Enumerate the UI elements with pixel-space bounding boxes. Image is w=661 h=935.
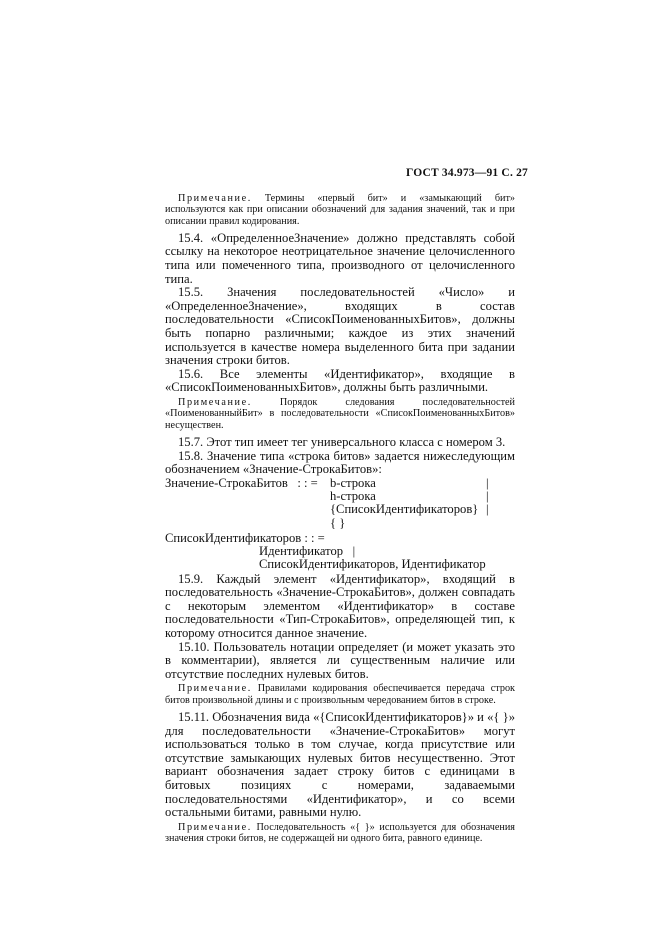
clause-15-5: 15.5. Значения последовательностей «Число» и «ОпределенноеЗначение», входящих в состав последовательности «СписокПоименованныхБитов», должны быть попарно различными; каждое из этих значений используется в качестве номера выделенного бита при задании значения строки битов. — [165, 285, 515, 368]
grammar-bar: | — [486, 475, 489, 490]
grammar-lhs — [165, 477, 318, 491]
grammar-op: : : = — [304, 530, 325, 545]
grammar-alt-text: Идентификатор — [259, 543, 344, 558]
grammar-bar: | — [486, 502, 489, 517]
clause-15-10: 15.10. Пользователь нотации определяет (и может указать это в комментарии), является ли существенным наличие или отсутствие последних нулевых битов. — [165, 639, 515, 681]
clause-15-6: 15.6. Все элементы «Идентификатор», входящие в «СписокПоименованныхБитов», должны быть различными. — [165, 366, 515, 395]
clause-15-8: 15.8. Значение типа «строка битов» задается нижеследующим обозначением «Значение-СтрокаБитов»: — [165, 448, 515, 477]
note-terms — [165, 193, 515, 227]
clause-15-9: 15.9. Каждый элемент «Идентификатор», входящий в последовательность «Значение-СтрокаБитов», должен совпадать с некоторым элементом «Идентификатор» в составе последовательности «Тип-СтрокаБитов», определяющей тип, к которому относится данное значение. — [165, 571, 515, 641]
grammar-bars — [486, 477, 489, 517]
note-empty-braces — [165, 822, 515, 845]
grammar-bar: | — [486, 488, 489, 503]
page-header: ГОСТ 34.973—91 С. 27 — [405, 167, 528, 179]
note-encoding — [165, 683, 515, 706]
grammar-identifier-list — [165, 530, 515, 573]
grammar-alternatives — [259, 545, 486, 572]
note-text: Правилами кодирования обеспечивается передача строк битов произвольной длины и с произвольным чередованием битов в строке. — [165, 683, 516, 706]
note-label: Примечание. — [178, 193, 252, 204]
note-label: Примечание. — [178, 683, 252, 695]
grammar-alt-idlist: {СписокИдентификаторов} — [330, 502, 479, 517]
document-body — [165, 191, 515, 849]
grammar-bar: | — [352, 543, 356, 558]
note-order — [165, 397, 515, 431]
note-label: Примечание. — [178, 397, 252, 409]
grammar-op: : : = — [297, 475, 318, 490]
note-text: Термины «первый бит» и «замыкающий бит» используются как при описании обозначений для задания значений, так и при описании правил кодирования. — [165, 193, 515, 227]
grammar-bitstring-value — [165, 477, 515, 530]
clause-15-11: 15.11. Обозначения вида «{СписокИдентификаторов}» и «{ }» для последовательности «Значение-СтрокаБитов» могут использоваться только в том случае, когда присутствие или отсутствие замыкающих нулевых битов несущественно. Этот вариант обозначения задает строку битов с единицами в битовых позициях с номерами, задаваемыми последовательностями «Идентификатор», и со всеми остальными битами, равными нулю. — [165, 710, 515, 820]
grammar-alt-bstring: b-строка — [330, 475, 376, 490]
grammar-lhs-name: СписокИдентификаторов — [165, 530, 302, 545]
note-label: Примечание. — [178, 821, 252, 833]
grammar-alt-hstring: h-строка — [330, 488, 376, 503]
note-text: Последовательность «{ }» используется для обозначения значения строки битов, не содержащей ни одного бита, равного единице. — [165, 821, 515, 845]
note-text: Порядок следования последовательностей «ПоименованныйБит» в последовательности «СписокПоименованныхБитов» несуществен. — [165, 397, 515, 431]
grammar-alternatives — [330, 477, 478, 530]
clause-15-7: 15.7. Этот тип имеет тег универсального класса с номером 3. — [178, 434, 506, 449]
grammar-alt-empty: { } — [330, 515, 346, 530]
grammar-alt-identifier — [259, 545, 486, 559]
grammar-lhs-name: Значение-СтрокаБитов — [165, 475, 288, 490]
clause-15-4: 15.4. «ОпределенноеЗначение» должно представлять собой ссылку на некоторое неотрицательное значение целочисленного типа или помеченного типа, производного от целочисленного типа. — [165, 230, 515, 286]
grammar-alt-recursive: СписокИдентификаторов, Идентификатор — [259, 557, 486, 572]
